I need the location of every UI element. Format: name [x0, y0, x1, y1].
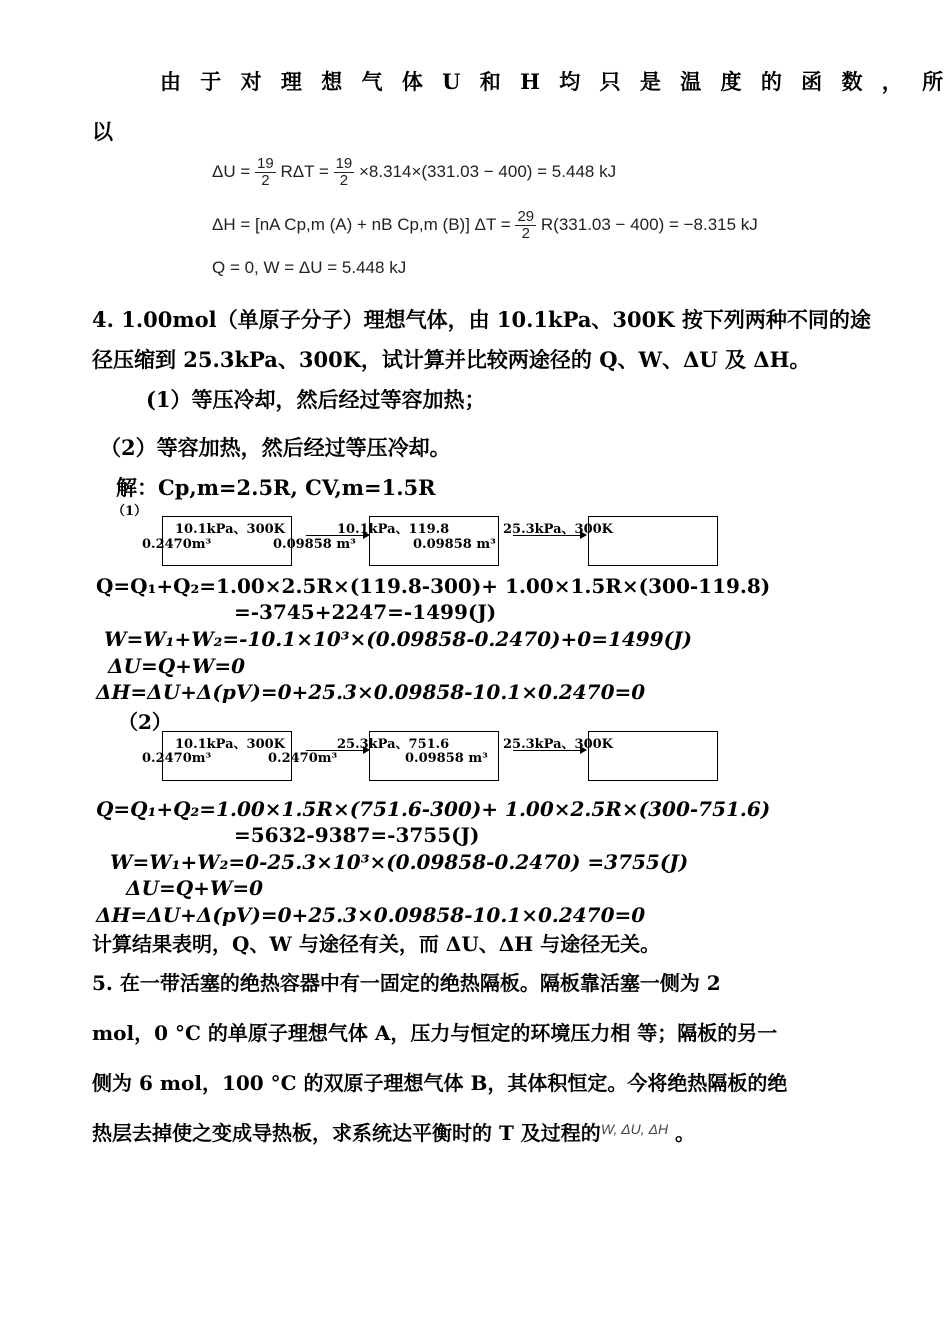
problem4-line-1: 4. 1.00mol（单原子分子）理想气体，由 10.1kPa、300K 按下列两种不同的途 [92, 307, 871, 332]
state-a1-volume: 0.2470m³ [268, 751, 338, 766]
calc1-w: W=W₁+W₂=-10.1×10³×(0.09858-0.2470)+0=1499(J) [104, 627, 693, 651]
calc1-du: ΔU=Q+W=0 [108, 654, 246, 678]
calc2-q-line-2: =5632-9387=-3755(J) [234, 823, 480, 847]
calc1-q-line-2: =-3745+2247=-1499(J) [234, 600, 497, 624]
state-2-volume: 0.09858 m³ [405, 751, 488, 766]
problem4-path-2: （2）等容加热，然后经过等压冷却。 [100, 435, 451, 460]
problem4-line-2: 径压缩到 25.3kPa、300K，试计算并比较两途径的 Q、W、ΔU 及 ΔH。 [92, 347, 811, 372]
problem5-line-1: 5. 在一带活塞的绝热容器中有一固定的绝热隔板。隔板靠活塞一侧为 2 [92, 971, 721, 995]
calc2-dh: ΔH=ΔU+Δ(pV)=0+25.3×0.09858-10.1×0.2470=0 [96, 903, 646, 927]
calc2-du: ΔU=Q+W=0 [126, 876, 264, 900]
state-1-label: 10.1kPa、300K [175, 522, 285, 537]
state-1-volume: 0.2470m³ [142, 537, 212, 552]
intro-line-1: 由 于 对 理 想 气 体 U 和 H 均 只 是 温 度 的 函 数 ， 所 [160, 69, 950, 94]
state-3-label: 25.3kPa、300K [503, 737, 613, 752]
state-2-volume: 0.09858 m³ [413, 537, 496, 552]
formula-delta-u: ΔU = $\frac{19}{2}$ RΔT = $\frac{19}{2}$ ×8.314×(331.03 − 400) = 5.448 kJ [212, 155, 617, 189]
state-3-label: 25.3kPa、300K [503, 522, 613, 537]
problem5-line-2: mol，0 °C 的单原子理想气体 A，压力与恒定的环境压力相 等；隔板的另一 [92, 1021, 778, 1045]
calc1-dh: ΔH=ΔU+Δ(pV)=0+25.3×0.09858-10.1×0.2470=0 [96, 680, 646, 704]
formula-delta-h: ΔH = [nA Cp,m (A) + nB Cp,m (B)] ΔT = $\frac{29}{2}$ R(331.03 − 400) = −8.315 kJ [212, 208, 758, 242]
calc1-q-line-1: Q=Q₁+Q₂=1.00×2.5R×(119.8-300)+ 1.00×1.5R×(300-119.8) [96, 574, 771, 598]
solution-heading: 解：Cp,m=2.5R, CV,m=1.5R [116, 475, 436, 500]
symbols-w-du-dh: W, ΔU, ΔH [600, 1121, 669, 1137]
formula-q-w: Q = 0, W = ΔU = 5.448 kJ [212, 258, 407, 277]
state-2-label: 10.1kPa、119.8 [337, 522, 450, 537]
state-1-volume: 0.2470m³ [142, 751, 212, 766]
problem5-line-4: 热层去掉使之变成导热板，求系统达平衡时的 T 及过程的$^{W, \Delta U, \Delta H}$ 。 [92, 1121, 696, 1145]
state-1-label: 10.1kPa、300K [175, 737, 285, 752]
problem5-line-3: 侧为 6 mol，100 °C 的双原子理想气体 B，其体积恒定。今将绝热隔板的绝 [92, 1071, 788, 1095]
fraction: $\frac{19}{2}$ [335, 155, 353, 189]
fraction: $\frac{19}{2}$ [257, 155, 274, 189]
state-a1-volume: 0.09858 m³ [273, 537, 356, 552]
case-label-2: （2） [118, 710, 172, 734]
state-2-label: 25.3kPa、751.6 [337, 737, 450, 752]
fraction: $\frac{29}{2}$ [517, 208, 535, 242]
case-label-1: （1） [112, 504, 148, 519]
calc2-q-line-1: Q=Q₁+Q₂=1.00×1.5R×(751.6-300)+ 1.00×2.5R×(300-751.6) [96, 797, 771, 821]
problem4-path-1: (1）等压冷却，然后经过等容加热； [146, 387, 486, 412]
conclusion: 计算结果表明，Q、W 与途径有关，而 ΔU、ΔH 与途径无关。 [92, 932, 661, 956]
calc2-w: W=W₁+W₂=0-25.3×10³×(0.09858-0.2470) =3755(J) [110, 850, 689, 874]
intro-line-2: 以 [92, 119, 113, 144]
